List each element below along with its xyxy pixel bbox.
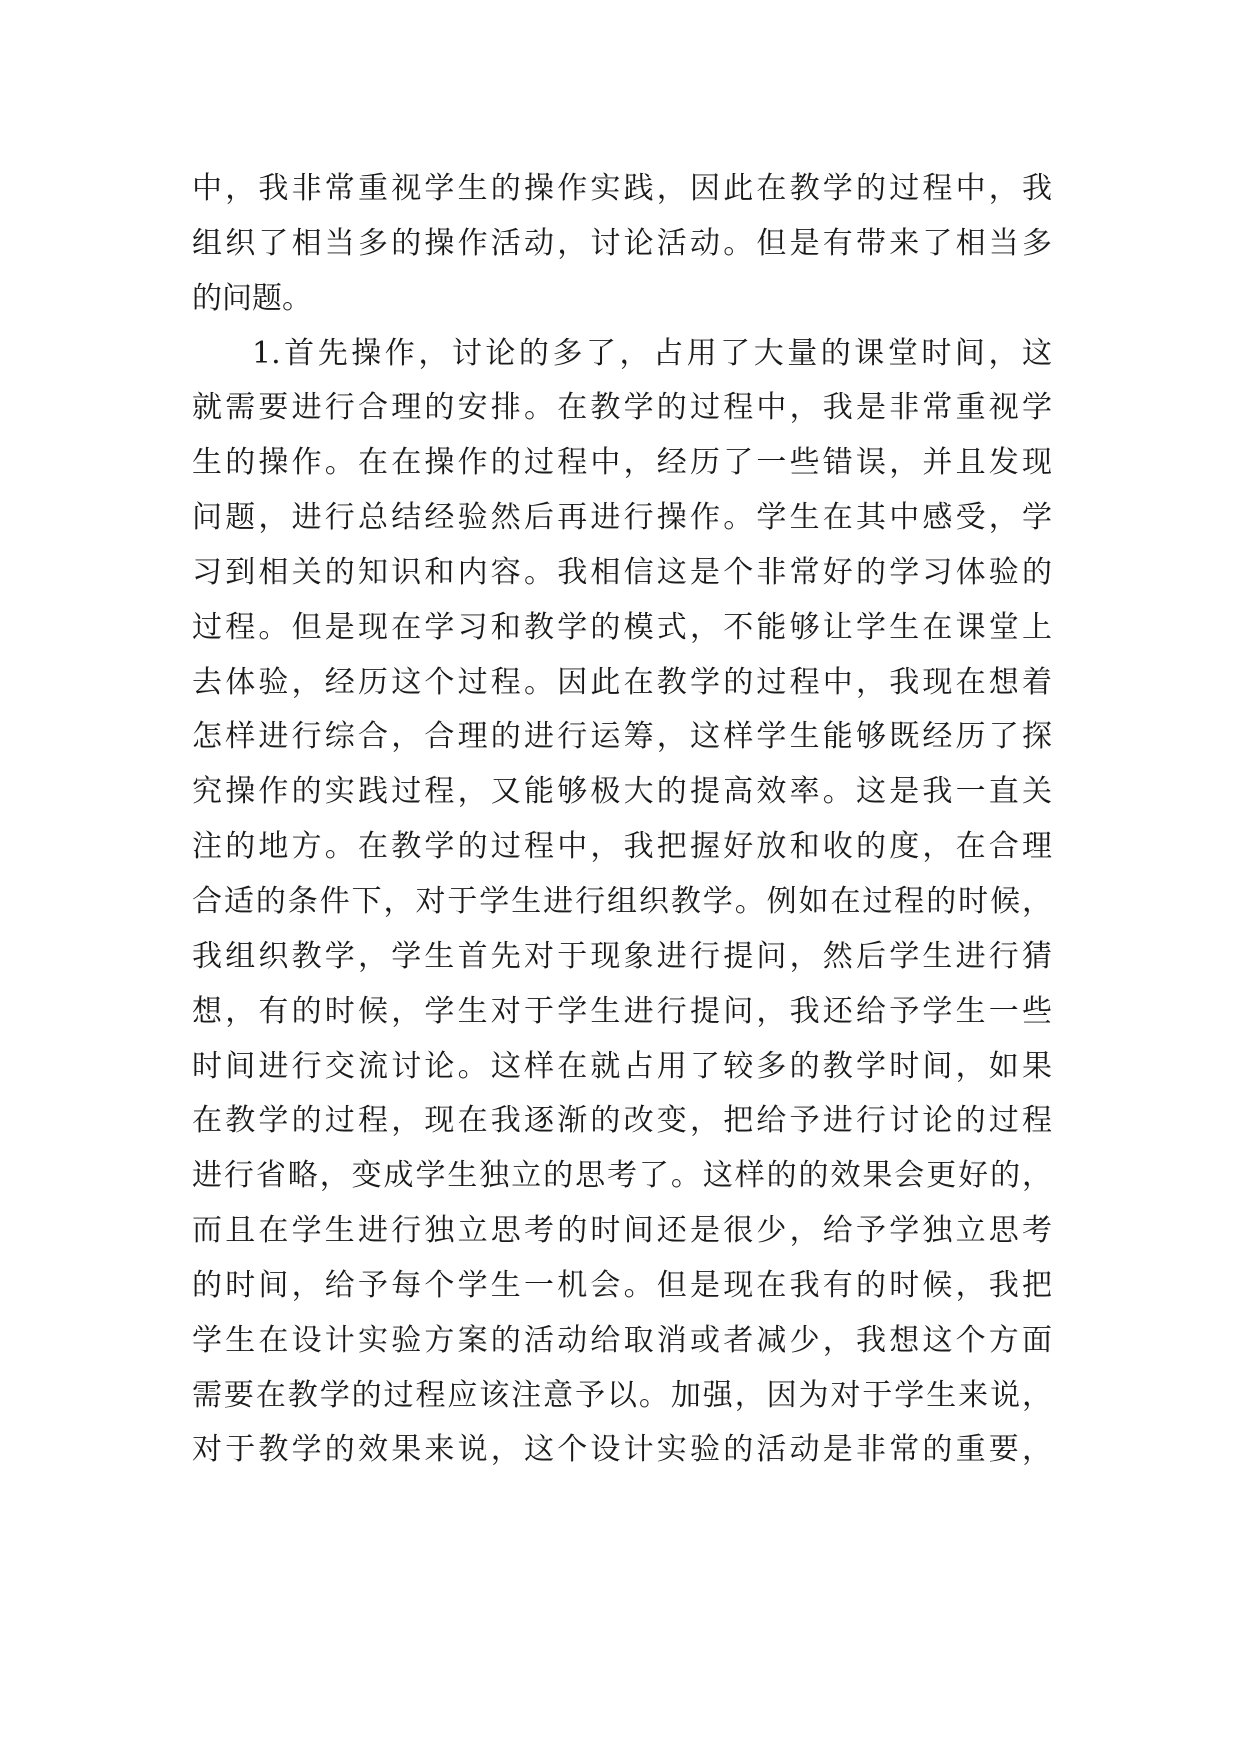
text-line: 注的地方。在教学的过程中，我把握好放和收的度，在合理 bbox=[192, 829, 1052, 865]
text-line: 组织了相当多的操作活动，讨论活动。但是有带来了相当多 bbox=[192, 225, 1052, 261]
text-line: 时间进行交流讨论。这样在就占用了较多的教学时间，如果 bbox=[192, 1048, 1052, 1084]
text-line: 需要在教学的过程应该注意予以。加强，因为对于学生来说， bbox=[192, 1377, 1052, 1413]
text-line: 问题，进行总结经验然后再进行操作。学生在其中感受，学 bbox=[192, 500, 1052, 536]
text-line: 而且在学生进行独立思考的时间还是很少，给予学独立思考 bbox=[192, 1213, 1052, 1249]
text-line: 我组织教学，学生首先对于现象进行提问，然后学生进行猜 bbox=[192, 938, 1052, 974]
text-line: 对于教学的效果来说，这个设计实验的活动是非常的重要， bbox=[192, 1432, 1052, 1468]
text-line: 过程。但是现在学习和教学的模式，不能够让学生在课堂上 bbox=[192, 609, 1052, 645]
text-line: 的时间，给予每个学生一机会。但是现在我有的时候，我把 bbox=[192, 1267, 1052, 1303]
text-line: 究操作的实践过程，又能够极大的提高效率。这是我一直关 bbox=[192, 774, 1052, 810]
text-line: 习到相关的知识和内容。我相信这是个非常好的学习体验的 bbox=[192, 554, 1052, 590]
text-line: 学生在设计实验方案的活动给取消或者减少，我想这个方面 bbox=[192, 1322, 1052, 1358]
text-line: 中，我非常重视学生的操作实践，因此在教学的过程中，我 bbox=[192, 171, 1052, 206]
text-line: 就需要进行合理的安排。在教学的过程中，我是非常重视学 bbox=[192, 390, 1052, 426]
body-text bbox=[192, 162, 1052, 1478]
text-line: 想，有的时候，学生对于学生进行提问，我还给予学生一些 bbox=[192, 993, 1052, 1029]
text-line: 生的操作。在在操作的过程中，经历了一些错误，并且发现 bbox=[192, 445, 1052, 481]
text-line: 合适的条件下，对于学生进行组织教学。例如在过程的时候， bbox=[192, 883, 1052, 919]
text-line: 去体验，经历这个过程。因此在教学的过程中，我现在想着 bbox=[192, 664, 1052, 700]
text-line: 1.首先操作，讨论的多了，占用了大量的课堂时间，这 bbox=[252, 335, 1052, 371]
text-line: 的问题。 bbox=[192, 280, 312, 316]
text-line: 怎样进行综合，合理的进行运筹，这样学生能够既经历了探 bbox=[192, 719, 1052, 755]
text-line: 在教学的过程，现在我逐渐的改变，把给予进行讨论的过程 bbox=[192, 1103, 1052, 1139]
text-line: 进行省略，变成学生独立的思考了。这样的的效果会更好的， bbox=[192, 1158, 1052, 1194]
